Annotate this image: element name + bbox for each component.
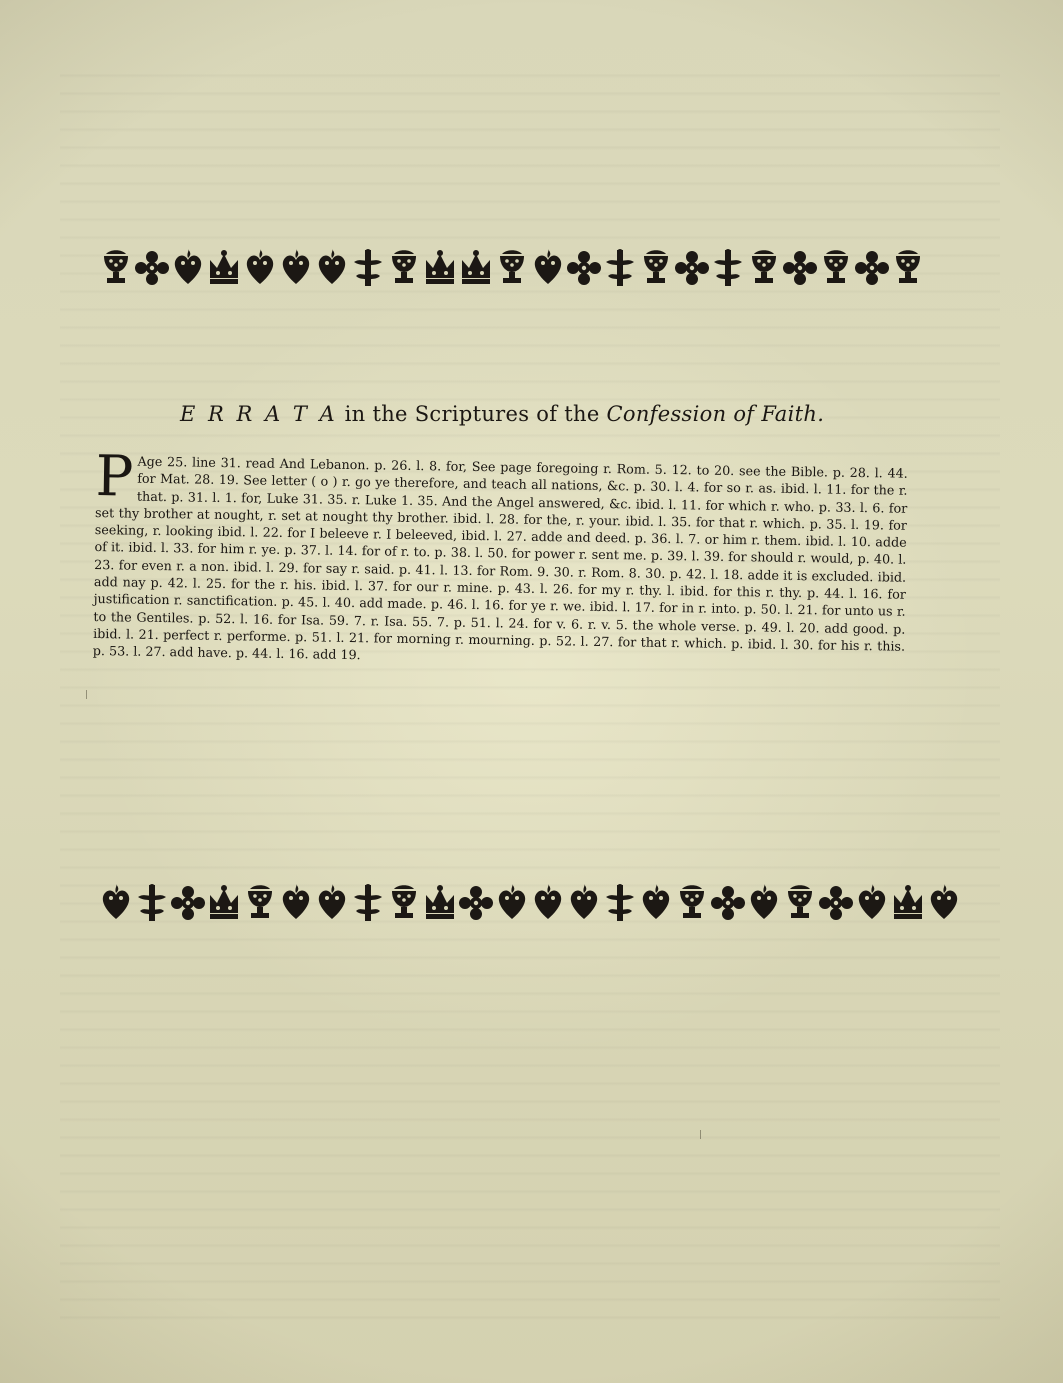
urn-fleuron-icon [386, 883, 422, 923]
flower-fleuron-icon [674, 248, 710, 288]
paper-mark [86, 690, 87, 699]
heart-fleuron-icon [170, 248, 206, 288]
urn-fleuron-icon [746, 248, 782, 288]
urn-fleuron-icon [818, 248, 854, 288]
urn-fleuron-icon [98, 248, 134, 288]
cross-fleuron-icon [350, 883, 386, 923]
crown-fleuron-icon [422, 883, 458, 923]
top-ornament-border [98, 247, 900, 289]
flower-fleuron-icon [782, 248, 818, 288]
errata-word: E R R A T A [180, 402, 338, 426]
heart-fleuron-icon [278, 248, 314, 288]
crown-fleuron-icon [458, 248, 494, 288]
urn-fleuron-icon [386, 248, 422, 288]
heart-fleuron-icon [566, 883, 602, 923]
cross-fleuron-icon [350, 248, 386, 288]
cross-fleuron-icon [710, 248, 746, 288]
cross-fleuron-icon [602, 248, 638, 288]
errata-text: Age 25. line 31. read And Lebanon. p. 26. l. 8. for, See page foregoing r. Rom. 5. 12. to 20. see the Bible. p. 28. l. 44. for Mat. 28. 19. See letter ( o ) r. go ye therefore, and teach all nations, &c. p. 30. l. 4. for so r. as. ibid. l. 11. for the r. that. p. 31. l. 1. for, Luke 31. 35. r. Luke 1. 35. And the Angel answered, &c. ibid. l. 11. for which r. who. p. 33. l. 6. for set thy brother at nought, r. set at nought thy brother. ibid. l. 28. for the, r. your. ibid. l. 35. for that r. which. p. 35. l. 19. for seeking, r. looking ibid. l. 22. for I beleeve r. I beleeved, ibid. l. 27. adde and deed. p. 36. l. 7. or him r. them. ibid. l. 10. adde of it. ibid. l. 33. for him r. ye. p. 37. l. 14. for of r. to. p. 38. l. 50. for power r. sent me. p. 39. l. 39. for should r. would, p. 40. l. 23. for even r. a non. ibid. l. 29. for say r. said. p. 41. l. 13. for Rom. 9. 30. r. Rom. 8. 30. p. 42. l. 18. adde it is excluded. ibid. add nay p. 42. l. 25. for the r. his. ibid. l. 37. for our r. mine. p. 43. l. 26. for my r. thy. l. ibid. for this r. thy. p. 44. l. 16. for justification r. sanctification. p. 45. l. 40. add made. p. 46. l. 16. for ye r. we. ibid. l. 17. for in r. into. p. 50. l. 21. for unto us r. to the Gentiles. p. 52. l. 16. for Isa. 59. 7. r. Isa. 55. 7. p. 51. l. 24. for v. 6. r. v. 5. the whole verse. p. 49. l. 20. add good. p. ibid. l. 21. perfect r. performe. p. 51. l. 21. for morning r. mourning. p. 52. l. 27. for that r. which. p. ibid. l. 30. for his r. this. p. 53. l. 27. add have. p. 44. l. 16. add 19. [92, 453, 908, 663]
flower-fleuron-icon [854, 248, 890, 288]
flower-fleuron-icon [458, 883, 494, 923]
flower-fleuron-icon [818, 883, 854, 923]
flower-fleuron-icon [710, 883, 746, 923]
paper-mark [700, 1130, 701, 1139]
urn-fleuron-icon [674, 883, 710, 923]
heart-fleuron-icon [278, 883, 314, 923]
cross-fleuron-icon [602, 883, 638, 923]
errata-heading [180, 402, 880, 426]
heart-fleuron-icon [98, 883, 134, 923]
heart-fleuron-icon [314, 248, 350, 288]
urn-fleuron-icon [638, 248, 674, 288]
urn-fleuron-icon [890, 248, 926, 288]
crown-fleuron-icon [206, 883, 242, 923]
heading-confession: Confession of Faith. [606, 402, 825, 426]
heart-fleuron-icon [638, 883, 674, 923]
heading-middle: in the Scriptures of the [337, 402, 607, 426]
crown-fleuron-icon [422, 248, 458, 288]
heart-fleuron-icon [926, 883, 962, 923]
heart-fleuron-icon [530, 883, 566, 923]
heart-fleuron-icon [242, 248, 278, 288]
bottom-ornament-border [98, 882, 900, 924]
crown-fleuron-icon [206, 248, 242, 288]
flower-fleuron-icon [566, 248, 602, 288]
heart-fleuron-icon [314, 883, 350, 923]
heart-fleuron-icon [494, 883, 530, 923]
heart-fleuron-icon [746, 883, 782, 923]
flower-fleuron-icon [134, 248, 170, 288]
crown-fleuron-icon [890, 883, 926, 923]
cross-fleuron-icon [134, 883, 170, 923]
heart-fleuron-icon [854, 883, 890, 923]
heart-fleuron-icon [530, 248, 566, 288]
errata-paragraph [92, 444, 908, 672]
urn-fleuron-icon [242, 883, 278, 923]
urn-fleuron-icon [494, 248, 530, 288]
drop-cap: P [95, 444, 134, 510]
urn-fleuron-icon [782, 883, 818, 923]
flower-fleuron-icon [170, 883, 206, 923]
